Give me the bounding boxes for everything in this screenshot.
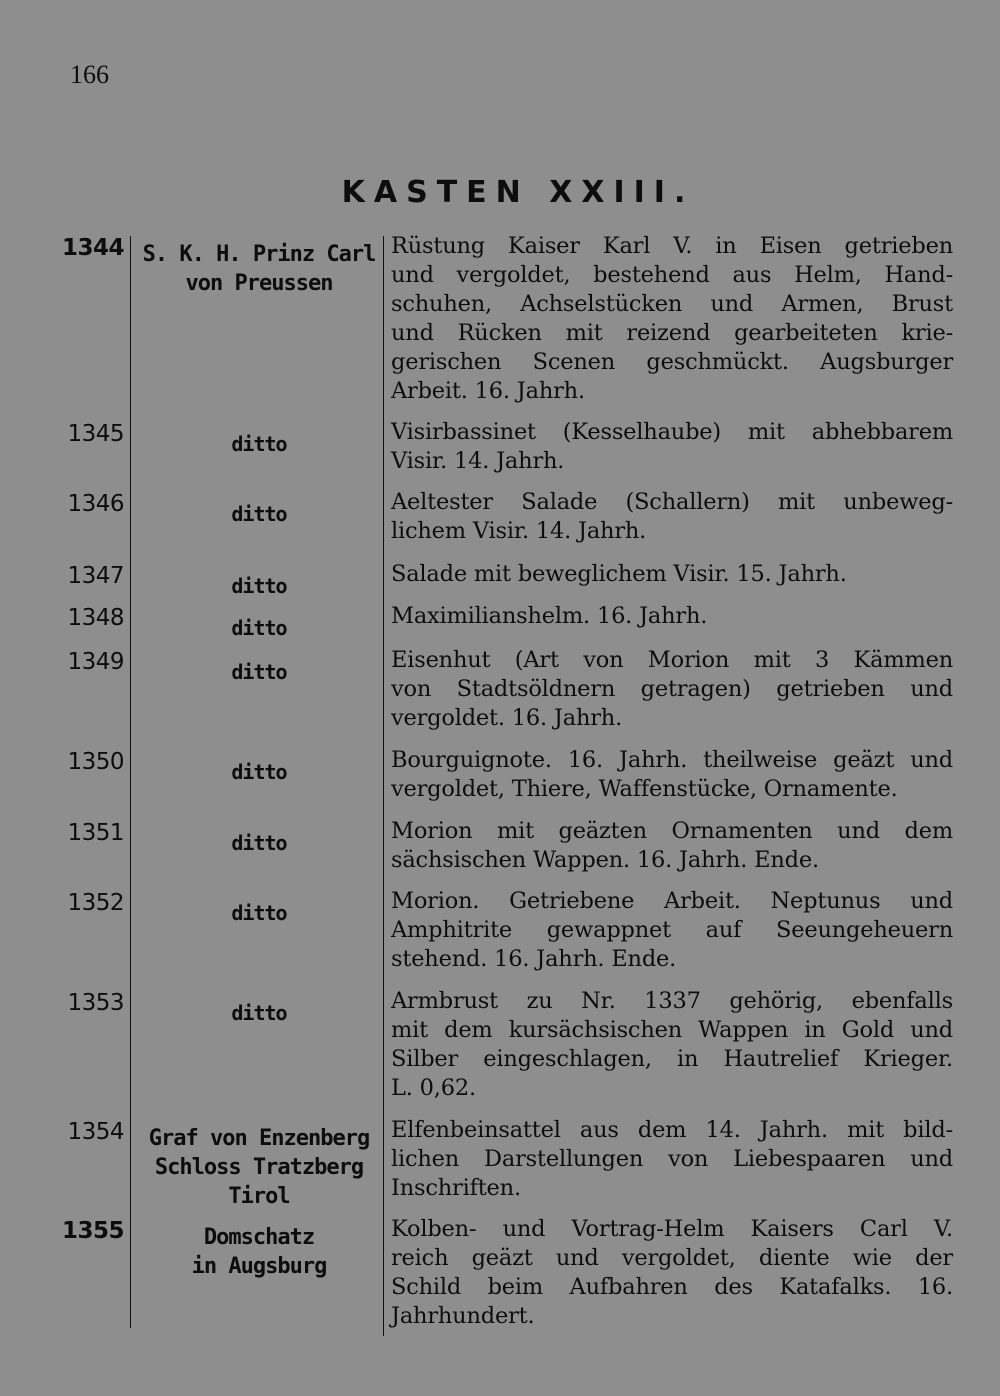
- entry-number: 1345: [67, 421, 124, 447]
- description-line: reich geäzt und vergoldet, diente wie der: [391, 1245, 953, 1271]
- entry-number: 1347: [67, 563, 124, 589]
- description-line: Elfenbeinsattel aus dem 14. Jahrh. mit bild-: [391, 1117, 953, 1143]
- entry-number: 1355: [61, 1218, 124, 1244]
- description-line: L. 0,62.: [391, 1075, 476, 1101]
- description-line: Bourguignote. 16. Jahrh. theilweise geäzt und: [391, 747, 953, 773]
- owner-line: S. K. H. Prinz Carl: [142, 242, 376, 267]
- description-line: Rüstung Kaiser Karl V. in Eisen getrieben: [391, 233, 953, 259]
- entry-description: [391, 418, 953, 476]
- entry-description: [391, 602, 953, 631]
- entry-description: [391, 646, 953, 733]
- entry-number: 1352: [67, 890, 124, 916]
- description-line: lichen Darstellungen von Liebespaaren und: [391, 1146, 953, 1172]
- entry-number: 1346: [67, 491, 124, 517]
- owner-line: Domschatz: [203, 1225, 315, 1250]
- entry-owner: [134, 658, 384, 687]
- description-line: Visir. 14. Jahrh.: [391, 448, 565, 474]
- description-line: Visirbassinet (Kesselhaube) mit abhebbarem: [391, 419, 953, 445]
- owner-line: ditto: [231, 660, 287, 684]
- entry-owner: [134, 1223, 384, 1281]
- entry-owner: [134, 1124, 384, 1211]
- entry-description: [391, 560, 953, 589]
- owner-line: ditto: [231, 901, 287, 925]
- entry-owner: [134, 240, 384, 298]
- entry-description: [391, 488, 953, 546]
- entry-number: 1349: [67, 649, 124, 675]
- description-line: Arbeit. 16. Jahrh.: [391, 378, 585, 404]
- owner-line: ditto: [231, 574, 287, 598]
- description-line: Eisenhut (Art von Morion mit 3 Kämmen: [391, 647, 953, 673]
- entry-number: 1354: [67, 1119, 124, 1145]
- description-line: Amphitrite gewappnet auf Seeungeheuern: [391, 917, 953, 943]
- description-line: und vergoldet, bestehend aus Helm, Hand-: [391, 262, 953, 288]
- entry-number: 1351: [67, 820, 124, 846]
- description-line: Schild beim Aufbahren des Katafalks. 16.: [391, 1274, 953, 1300]
- owner-line: Tirol: [228, 1184, 290, 1209]
- description-line: vergoldet. 16. Jahrh.: [391, 705, 623, 731]
- entry-description: [391, 987, 953, 1103]
- entry-owner: [134, 500, 384, 529]
- owner-line: ditto: [231, 831, 287, 855]
- entry-number: 1350: [67, 749, 124, 775]
- entry-owner: [134, 899, 384, 928]
- description-line: Silber eingeschlagen, in Hautrelief Krieger.: [391, 1046, 953, 1072]
- entry-description: [391, 232, 953, 406]
- description-line: von Stadtsöldnern getragen) getrieben und: [391, 676, 953, 702]
- description-line: stehend. 16. Jahrh. Ende.: [391, 946, 677, 972]
- owner-line: ditto: [231, 760, 287, 784]
- page-title: KASTEN XXIII.: [341, 175, 695, 210]
- description-line: Morion mit geäzten Ornamenten und dem: [391, 818, 953, 844]
- description-line: Morion. Getriebene Arbeit. Neptunus und: [391, 888, 953, 914]
- description-line: Aeltester Salade (Schallern) mit unbeweg-: [391, 489, 953, 515]
- owner-line: ditto: [231, 432, 287, 456]
- page-number: 166: [70, 60, 109, 89]
- entry-description: [391, 1116, 953, 1203]
- owner-line: in Augsburg: [191, 1254, 327, 1279]
- entry-description: [391, 1215, 953, 1331]
- description-line: Inschriften.: [391, 1175, 521, 1201]
- owner-line: ditto: [231, 1001, 287, 1025]
- description-line: schuhen, Achselstücken und Armen, Brust: [391, 291, 953, 317]
- description-line: lichem Visir. 14. Jahrh.: [391, 518, 647, 544]
- column-rule-left: [130, 236, 131, 1328]
- description-line: Jahrhundert.: [391, 1303, 535, 1329]
- description-line: und Rücken mit reizend gearbeiteten krie-: [391, 320, 953, 346]
- entry-number: 1348: [67, 605, 124, 631]
- owner-line: Schloss Tratzberg: [154, 1155, 364, 1180]
- description-line: Maximilianshelm. 16. Jahrh.: [391, 603, 708, 629]
- description-line: sächsischen Wappen. 16. Jahrh. Ende.: [391, 847, 819, 873]
- entry-owner: [134, 829, 384, 858]
- description-line: mit dem kursächsischen Wappen in Gold und: [391, 1017, 953, 1043]
- description-line: Kolben- und Vortrag-Helm Kaisers Carl V.: [391, 1216, 953, 1242]
- entry-description: [391, 817, 953, 875]
- owner-line: Graf von Enzenberg: [148, 1126, 370, 1151]
- entry-owner: [134, 430, 384, 459]
- owner-line: ditto: [231, 502, 287, 526]
- description-line: Armbrust zu Nr. 1337 gehörig, ebenfalls: [391, 988, 953, 1014]
- entry-owner: [134, 758, 384, 787]
- description-line: Salade mit beweglichem Visir. 15. Jahrh.: [391, 561, 847, 587]
- entry-description: [391, 746, 953, 804]
- entry-number: 1353: [67, 990, 124, 1016]
- owner-line: von Preussen: [185, 271, 333, 296]
- entry-number: 1344: [61, 235, 124, 261]
- description-line: gerischen Scenen geschmückt. Augsburger: [391, 349, 953, 375]
- description-line: vergoldet, Thiere, Waffenstücke, Ornamente.: [391, 776, 898, 802]
- entry-owner: [134, 572, 384, 601]
- entry-owner: [134, 999, 384, 1028]
- entry-owner: [134, 614, 384, 643]
- entry-description: [391, 887, 953, 974]
- owner-line: ditto: [231, 616, 287, 640]
